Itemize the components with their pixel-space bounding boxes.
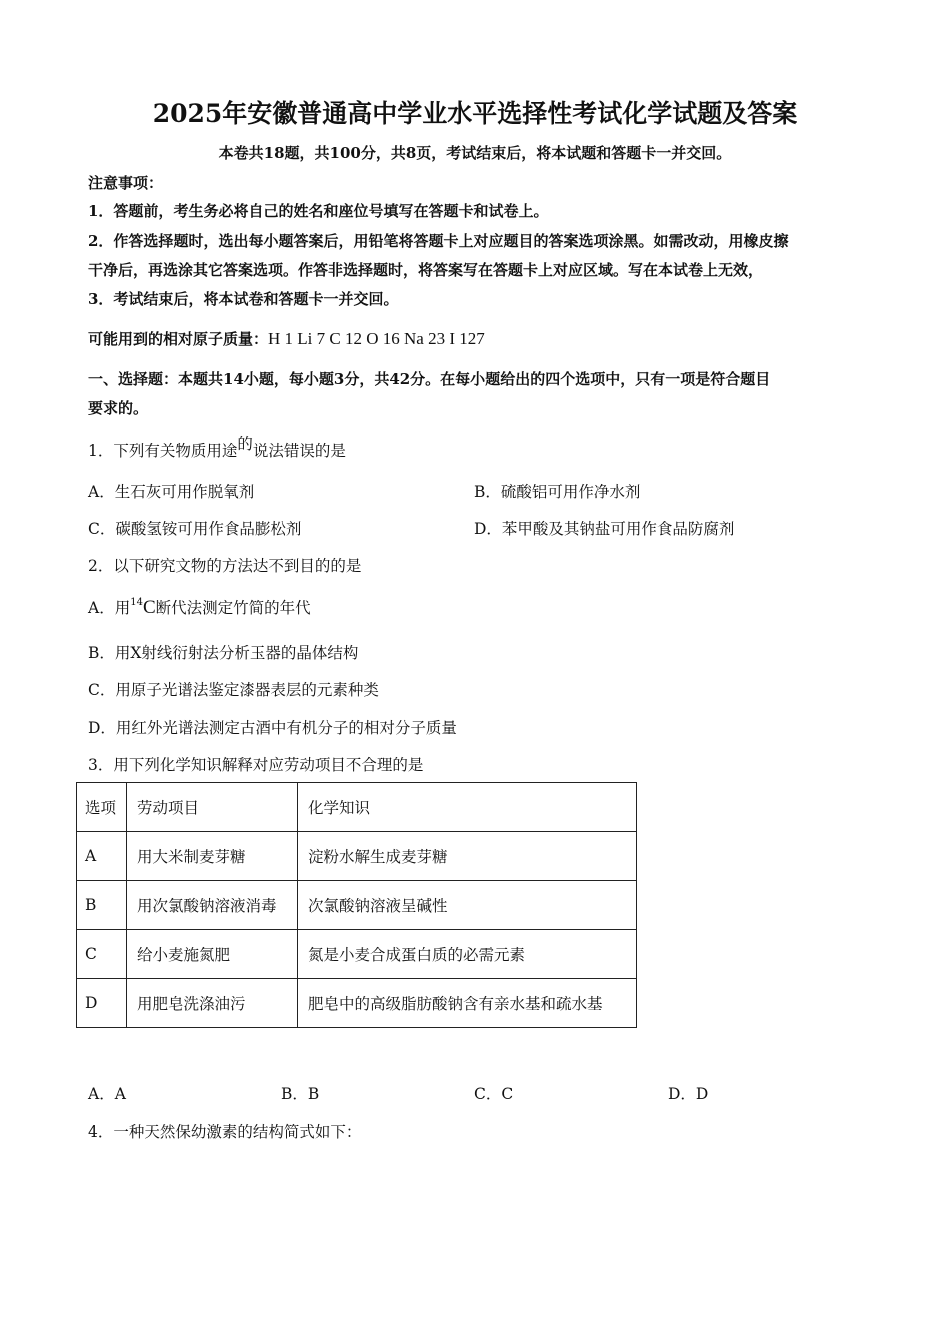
question-2-option-b: B．用X射线衍射法分析玉器的晶体结构: [88, 644, 359, 662]
notes-heading: 注意事项：: [88, 174, 164, 192]
table-header-cell: 劳动项目: [127, 783, 298, 832]
table-cell: A: [77, 832, 127, 881]
page-title: 2025年安徽普通高中学业水平选择性考试化学试题及答案: [152, 99, 798, 128]
note-item: 干净后，再选涂其它答案选项。作答非选择题时，将答案写在答题卡上对应区域。写在本试卷上无效，: [88, 261, 764, 279]
table-header-row: [77, 783, 637, 832]
table-row: [77, 979, 637, 1028]
table-header-cell: 化学知识: [298, 783, 637, 832]
exam-info: 本卷共18题，共100分，共8页，考试结束后，将本试题和答题卡一并交回。: [218, 144, 732, 162]
note-item: 1．答题前，考生务必将自己的姓名和座位号填写在答题卡和试卷上。: [88, 202, 549, 220]
note-item: 3．考试结束后，将本试卷和答题卡一并交回。: [88, 290, 399, 308]
question-2-stem: 2．以下研究文物的方法达不到目的的是: [88, 557, 362, 575]
table-cell: 次氯酸钠溶液呈碱性: [298, 881, 637, 930]
table-cell: B: [77, 881, 127, 930]
question-3-option-a: A．A: [88, 1085, 126, 1103]
table-cell: 给小麦施氮肥: [127, 930, 298, 979]
question-4-stem: 4．一种天然保幼激素的结构简式如下：: [88, 1123, 362, 1141]
question-3-option-d: D．D: [668, 1085, 709, 1103]
question-3-table: [76, 782, 637, 1028]
question-3-stem: 3．用下列化学知识解释对应劳动项目不合理的是: [88, 756, 424, 774]
atomic-mass-line: [88, 328, 485, 349]
table-row: [77, 881, 637, 930]
table-cell: 肥皂中的高级脂肪酸钠含有亲水基和疏水基: [298, 979, 637, 1028]
table-cell: 用大米制麦芽糖: [127, 832, 298, 881]
table-cell: 氮是小麦合成蛋白质的必需元素: [298, 930, 637, 979]
section-heading: 一、选择题：本题共14小题，每小题3分，共42分。在每小题给出的四个选项中，只有一项是符合题目: [88, 370, 771, 388]
question-1-option-a: A．生石灰可用作脱氧剂: [88, 483, 255, 501]
table-header-cell: 选项: [77, 783, 127, 832]
table-row: [77, 930, 637, 979]
question-2-option-d: D．用红外光谱法测定古酒中有机分子的相对分子质量: [88, 719, 457, 737]
table-cell: C: [77, 930, 127, 979]
table-row: [77, 832, 637, 881]
question-1-option-b: B．硫酸铝可用作净水剂: [474, 483, 641, 501]
table-cell: 淀粉水解生成麦芽糖: [298, 832, 637, 881]
section-heading-cont: 要求的。: [88, 399, 149, 417]
note-item: 2．作答选择题时，选出每小题答案后，用铅笔将答题卡上对应题目的答案选项涂黑。如需改动，用橡皮擦: [88, 232, 789, 250]
table-cell: D: [77, 979, 127, 1028]
table-cell: 用肥皂洗涤油污: [127, 979, 298, 1028]
table-cell: 用次氯酸钠溶液消毒: [127, 881, 298, 930]
question-1-option-c: C．碳酸氢铵可用作食品膨松剂: [88, 520, 302, 538]
atomic-mass-values: H 1 Li 7 C 12 O 16 Na 23 I 127: [268, 329, 485, 348]
question-2-option-a: A．用$^{14}$C断代法测定竹简的年代: [88, 597, 311, 618]
question-1-option-d: D．苯甲酸及其钠盐可用作食品防腐剂: [474, 520, 735, 538]
question-1-stem: 1．下列有关物质用途的说法错误的是: [88, 435, 346, 460]
question-2-option-c: C．用原子光谱法鉴定漆器表层的元素种类: [88, 681, 379, 699]
question-3-option-c: C．C: [474, 1085, 514, 1103]
atomic-mass-label: 可能用到的相对原子质量：: [88, 330, 269, 348]
question-3-option-b: B．B: [281, 1085, 320, 1103]
